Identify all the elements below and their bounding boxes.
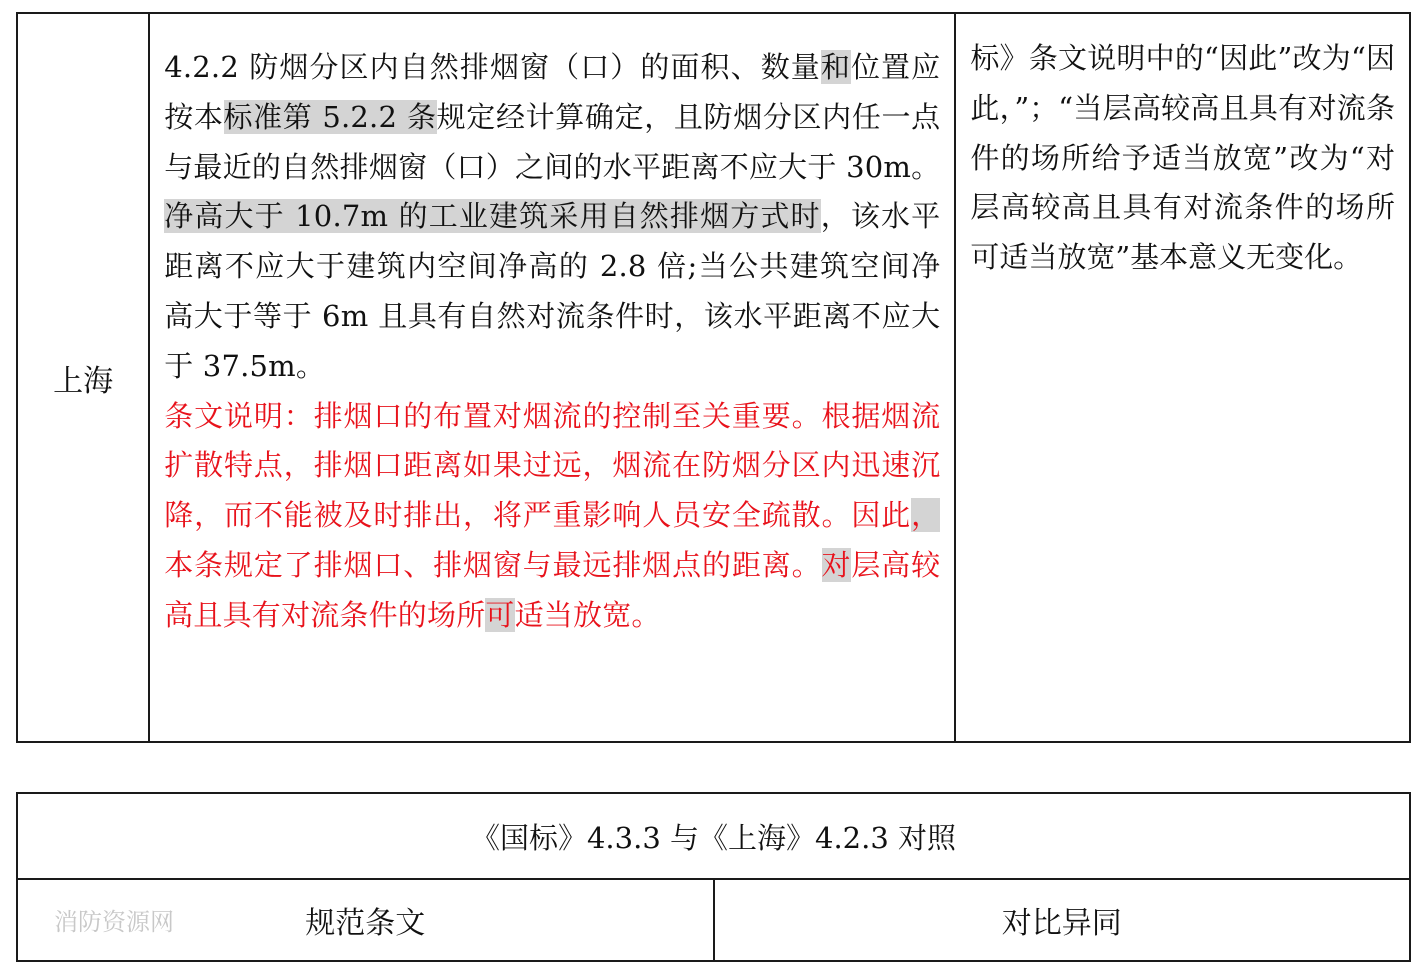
explanation-part: 条文说明：排烟口的布置对烟流的控制至关重要。根据烟流扩散特点，排烟口距离如果过远，烟流在防烟分区内迅速沉降，而不能被及时排出，将严重影响人员安全疏散。因此 <box>164 398 941 533</box>
highlight-mark: 对 <box>821 547 852 582</box>
comparison-table-bottom <box>16 792 1411 962</box>
clause-text-part: ，该水平距离不应大于建筑内空间净高的 2.8 倍;当公共建筑空间净高大于等于 6m 且具有自然对流条件时，该水平距离不应大于 37.5m。 <box>164 199 941 383</box>
region-label: 上海 <box>53 363 114 399</box>
clause-explanation <box>164 399 940 632</box>
explanation-part: 适当放宽。 <box>514 597 661 632</box>
watermark: 消防资源网 <box>54 908 174 936</box>
comparison-title-cell <box>17 793 1410 879</box>
column-header-label: 规范条文 <box>305 906 426 941</box>
column-header-compare <box>714 879 1411 961</box>
clause-text <box>164 43 940 641</box>
highlight-mark: ， <box>911 498 941 533</box>
table-row <box>17 13 1410 742</box>
clause-cell <box>149 13 955 742</box>
clause-text-part: 规定经计算确定，且防烟分区内任一点与最近的自然排烟窗（口）之间的水平距离不应大于 30m。 <box>164 99 941 184</box>
highlight-mark: 净高大于 10.7m 的工业建筑采用自然排烟方式时 <box>164 199 821 234</box>
clause-text-part: 位置应按本 <box>164 50 941 134</box>
explanation-part: 层高较高且具有对流条件的场所 <box>164 547 941 632</box>
highlight-mark: 标准第 5.2.2 条 <box>223 99 437 134</box>
highlight-mark: 可 <box>485 597 515 632</box>
table-row <box>17 879 1410 961</box>
clause-text-part: 4.2.2 防烟分区内自然排烟窗（口）的面积、数量 <box>164 50 821 84</box>
highlight-mark: 和 <box>820 50 851 84</box>
comparison-title: 《国标》4.3.3 与《上海》4.2.3 对照 <box>470 820 956 855</box>
comparison-note: 标》条文说明中的“因此”改为“因此，”；“当层高较高且具有对流条件的场所给予适当放宽”改为“对层高较高且具有对流条件的场所可适当放宽”基本意义无变化。 <box>970 41 1395 275</box>
explanation-part: 本条规定了排烟口、排烟窗与最远排烟点的距离。 <box>164 547 822 582</box>
comparison-note-cell <box>955 13 1410 742</box>
column-header-clause <box>17 879 714 961</box>
column-header-label: 对比异同 <box>1001 906 1122 941</box>
comparison-table-top <box>16 12 1411 743</box>
table-row <box>17 793 1410 879</box>
region-cell <box>17 13 149 742</box>
